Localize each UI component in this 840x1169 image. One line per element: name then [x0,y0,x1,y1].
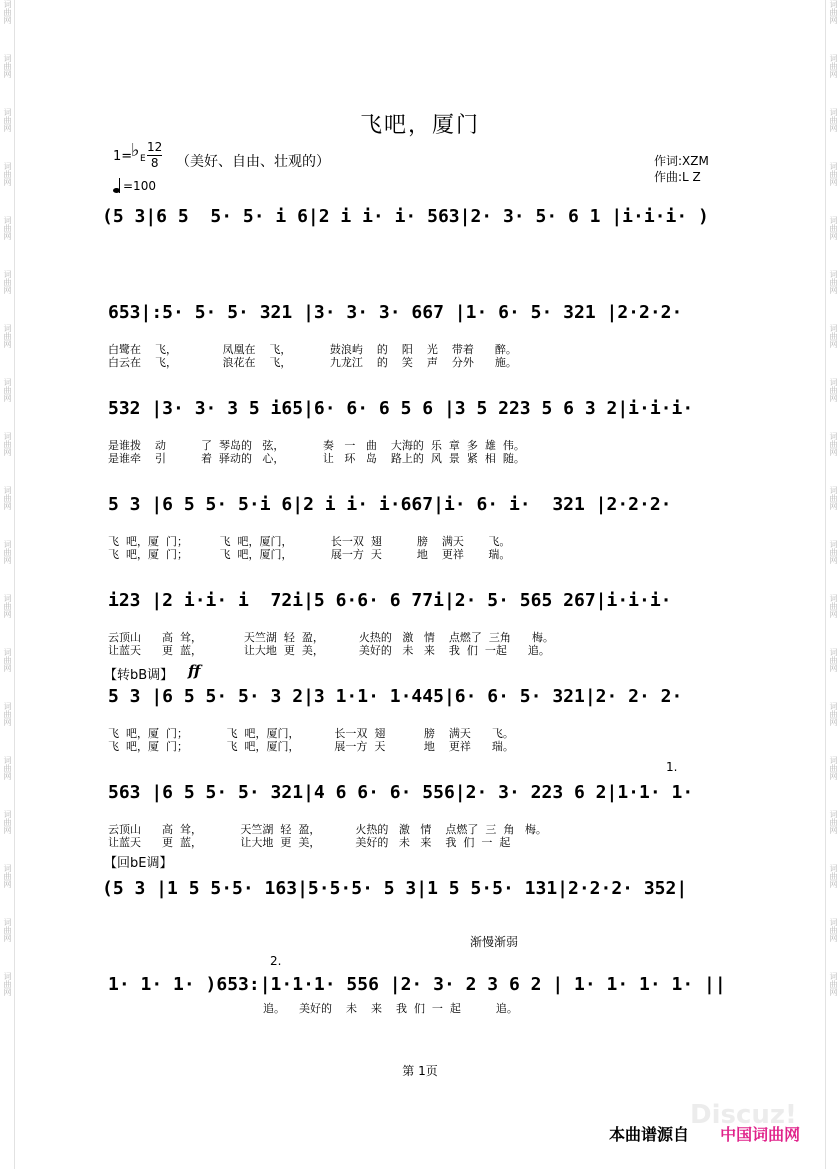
source-credit [609,1122,800,1145]
lyric-line-3a: 是谁拨 动 了 琴岛的 弦， 奏 一 曲 大海的 乐 章 多 雄 伟。 [108,439,525,452]
score-line-5: i23 |2 i·i· i 72i|5 6·6· 6 77i|2· 5· 565 267|i·i·i· [108,590,672,611]
key-change-bb: 【转bB调】 [104,668,174,683]
score-line-1: (5 3|6 5 5· 5· i 6|2 i i· i· 563|2· 3· 5· 6 1 |i·i·i· ) [102,206,709,227]
time-signature-bottom: 8 [150,156,159,170]
lyric-line-5a: 云顶山 高 耸， 天竺湖 轻 盈， 火热的 激 情 点燃了 三角 梅。 [108,631,554,644]
margin-watermark-text: 词曲网 [829,378,838,402]
right-margin-line [825,0,826,1169]
score-line-2: 653|:5· 5· 5· 321 |3· 3· 3· 667 |1· 6· 5· 321 |2·2·2· [108,302,683,323]
lyric-line-7a: 云顶山 高 耸， 天竺湖 轻 盈， 火热的 激 情 点燃了 三 角 梅。 [108,823,547,836]
key-prefix: 1= [113,149,133,164]
margin-watermark-text: 词曲网 [3,270,12,294]
margin-watermark-text: 词曲网 [3,486,12,510]
margin-watermark-text: 词曲网 [829,0,838,24]
margin-watermark-text: 词曲网 [829,540,838,564]
margin-watermark-text: 词曲网 [829,810,838,834]
lyric-line-2b: 白云在 飞， 浪花在 飞， 九龙江 的 笑 声 分外 施。 [108,356,517,369]
margin-watermark-text: 词曲网 [829,324,838,348]
lyric-line-6b: 飞 吧，厦 门； 飞 吧，厦门， 展一方 天 地 更祥 瑞。 [108,740,514,753]
score-line-4: 5 3 |6 5 5· 5·i 6|2 i i· i·667|i· 6· i· 321 |2·2·2· [108,494,672,515]
margin-watermark-text: 词曲网 [3,810,12,834]
margin-watermark-text: 词曲网 [3,594,12,618]
margin-watermark-text: 词曲网 [3,648,12,672]
margin-watermark-text: 词曲网 [829,54,838,78]
margin-watermark-text: 词曲网 [3,972,12,996]
margin-watermark-text: 词曲网 [829,864,838,888]
margin-watermark-text: 词曲网 [3,918,12,942]
expression-marking: 渐慢渐弱 [470,935,519,949]
lyric-line-4b: 飞 吧，厦 门； 飞 吧，厦门， 展一方 天 地 更祥 瑞。 [108,548,511,561]
margin-watermark-text: 词曲网 [829,486,838,510]
lyric-line-5b: 让蓝天 更 蓝， 让大地 更 美， 美好的 未 来 我 们 一起 追。 [108,644,550,657]
lyric-line-7b: 让蓝天 更 蓝， 让大地 更 美， 美好的 未 来 我 们 一 起 [108,836,511,849]
volta-2: 2. [270,954,282,968]
margin-watermark-text: 词曲网 [3,108,12,132]
margin-watermark-text: 词曲网 [829,216,838,240]
margin-watermark-text: 词曲网 [3,378,12,402]
flat-sign: ♭ [131,140,140,161]
margin-watermark-text: 词曲网 [829,702,838,726]
time-signature [147,141,162,170]
credits [654,153,709,185]
margin-watermark-text: 词曲网 [829,972,838,996]
margin-watermark-text: 词曲网 [3,162,12,186]
page-number: 第 1页 [402,1064,438,1078]
score-line-8: (5 3 |1 5 5·5· 163|5·5·5· 5 3|1 5 5·5· 131|2·2·2· 352| [102,878,688,899]
volta-1: 1. [666,760,678,774]
margin-watermark-text: 词曲网 [3,432,12,456]
lyric-line-4a: 飞 吧，厦 门； 飞 吧，厦门， 长一双 翅 膀 满天 飞。 [108,535,511,548]
margin-watermark-text: 词曲网 [3,540,12,564]
margin-watermark-text: 词曲网 [829,162,838,186]
song-title: 飞吧，厦门 [359,113,480,138]
margin-watermark-text: 词曲网 [3,702,12,726]
composer: 作曲:L Z [654,170,701,184]
left-margin-watermark [0,0,14,1169]
tempo-marking [113,178,156,193]
dynamic-ff: ff [188,662,201,680]
tempo-value: =100 [123,179,156,193]
key-change-eb: 【回bE调】 [104,856,173,871]
discuz-watermark: Discuz! [690,1100,797,1130]
lyricist: 作词:XZM [654,154,709,168]
margin-watermark-text: 词曲网 [3,324,12,348]
margin-watermark-text: 词曲网 [829,594,838,618]
lyric-line-3b: 是谁牵 引 着 驿动的 心， 让 环 岛 路上的 风 景 紧 相 随。 [108,452,525,465]
margin-watermark-text: 词曲网 [3,864,12,888]
left-margin-line [14,0,15,1169]
margin-watermark-text: 词曲网 [829,270,838,294]
margin-watermark-text: 词曲网 [829,756,838,780]
score-line-6: 5 3 |6 5 5· 5· 3 2|3 1·1· 1·445|6· 6· 5· 321|2· 2· 2· [108,686,683,707]
lyric-line-2a: 白鹭在 飞， 凤凰在 飞， 鼓浪屿 的 阳 光 带着 醉。 [108,343,517,356]
lyric-line-9: 追。 美好的 未 来 我 们 一 起 追。 [263,1002,518,1015]
margin-watermark-text: 词曲网 [3,756,12,780]
source-label: 本曲谱源自 [609,1125,690,1144]
score-line-3: 532 |3· 3· 3 5 i65|6· 6· 6 5 6 |3 5 223 5 6 3 2|i·i·i· [108,398,694,419]
margin-watermark-text: 词曲网 [3,216,12,240]
margin-watermark-text: 词曲网 [829,918,838,942]
mood-marking: （美好、自由、壮观的） [176,154,330,170]
score-line-7: 563 |6 5 5· 5· 321|4 6 6· 6· 556|2· 3· 223 6 2|1·1· 1· [108,782,694,803]
score-line-9: 1· 1· 1· )653:|1·1·1· 556 |2· 3· 2 3 6 2 | 1· 1· 1· 1· || [108,974,726,995]
time-signature-top: 12 [147,140,163,154]
margin-watermark-text: 词曲网 [3,0,12,24]
margin-watermark-text: 词曲网 [829,432,838,456]
margin-watermark-text: 词曲网 [829,108,838,132]
margin-watermark-text: 词曲网 [3,54,12,78]
source-site-link[interactable]: 中国词曲网 [720,1125,801,1144]
key-note: E [140,154,146,164]
margin-watermark-text: 词曲网 [829,648,838,672]
lyric-line-6a: 飞 吧，厦 门； 飞 吧，厦门， 长一双 翅 膀 满天 飞。 [108,727,514,740]
right-margin-watermark [826,0,840,1169]
